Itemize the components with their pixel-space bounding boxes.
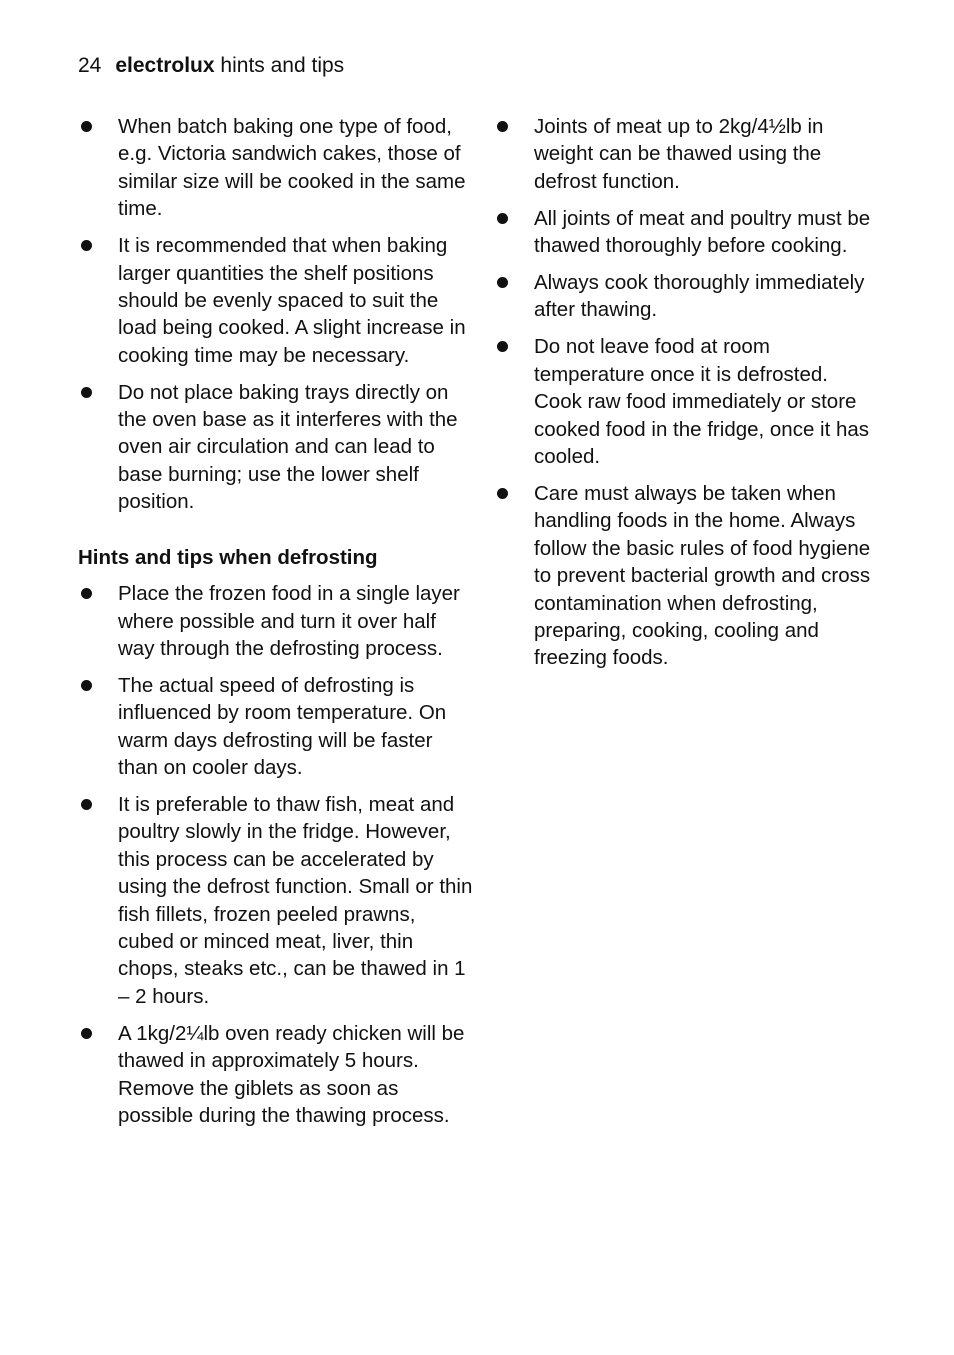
- bullet-icon: [497, 341, 508, 352]
- list-item-text: All joints of meat and poultry must be thawed thoroughly before cooking.: [534, 206, 871, 258]
- list-item: [494, 205, 879, 260]
- list-item: [494, 480, 879, 672]
- list-item-text: Place the frozen food in a single layer where possible and turn it over half way through the defrosting process.: [118, 582, 460, 660]
- bullet-icon: [81, 240, 92, 251]
- list-item: [78, 791, 473, 1010]
- bullet-icon: [497, 277, 508, 288]
- list-item: [78, 672, 473, 782]
- defrosting-tips-list: [78, 580, 473, 1129]
- list-item: [78, 580, 473, 662]
- list-item-text: Do not place baking trays directly on the oven base as it interferes with the oven air circulation and can lead to base burning; use the lower shelf position.: [118, 380, 458, 514]
- list-item-text: The actual speed of defrosting is influenced by room temperature. On warm days defrosting will be faster than on cooler days.: [118, 673, 447, 780]
- list-item: [78, 232, 473, 369]
- list-item-text: Do not leave food at room temperature once it is defrosted. Cook raw food immediately or store cooked food in the fridge, once it has cooled.: [534, 335, 870, 468]
- list-item-text: It is recommended that when baking larger quantities the shelf positions should be evenly spaced to suit the load being cooked. A slight increase in cooking time may be necessary.: [118, 234, 466, 367]
- bullet-icon: [81, 121, 92, 132]
- list-item-text: When batch baking one type of food, e.g. Victoria sandwich cakes, those of similar size will be cooked in the same time.: [118, 115, 466, 221]
- list-item: [78, 1020, 473, 1130]
- bullet-icon: [81, 680, 92, 691]
- list-item-text: Joints of meat up to 2kg/4½lb in weight can be thawed using the defrost function.: [534, 115, 824, 193]
- page-header: [78, 52, 344, 80]
- page-number: 24: [78, 54, 102, 77]
- list-item-text: A 1kg/2¼lb oven ready chicken will be thawed in approximately 5 hours. Remove the giblets as soon as possible during the thawing process.: [118, 1021, 465, 1127]
- bullet-icon: [81, 588, 92, 599]
- list-item-text: Care must always be taken when handling foods in the home. Always follow the basic rules of food hygiene to prevent bacterial growth and cross contamination when defrosting, preparing, cooking, cooling and freezing foods.: [534, 481, 871, 670]
- list-item: [78, 379, 473, 516]
- right-column: [494, 113, 879, 681]
- defrosting-heading: Hints and tips when defrosting: [78, 545, 378, 569]
- list-item: [78, 113, 473, 223]
- defrosting-tips-list-continued: [494, 113, 879, 672]
- bullet-icon: [81, 1028, 92, 1039]
- bullet-icon: [497, 121, 508, 132]
- bullet-icon: [81, 799, 92, 810]
- brand-name: electrolux: [115, 54, 215, 77]
- list-item: [494, 333, 879, 470]
- bullet-icon: [497, 488, 508, 499]
- list-item: [494, 113, 879, 195]
- bullet-icon: [81, 387, 92, 398]
- bullet-icon: [497, 213, 508, 224]
- section-title: hints and tips: [220, 54, 345, 77]
- list-item-text: It is preferable to thaw fish, meat and poultry slowly in the fridge. However, this process can be accelerated by using the defrost function. Small or thin fish fillets, frozen peeled prawns, cubed or minced meat, liver, thin chops, steaks etc., can be thawed in 1 – 2 hours.: [118, 792, 473, 1008]
- list-item: [494, 269, 879, 324]
- left-column: [78, 113, 473, 1139]
- baking-tips-list: [78, 113, 473, 516]
- list-item-text: Always cook thoroughly immediately after thawing.: [534, 271, 865, 322]
